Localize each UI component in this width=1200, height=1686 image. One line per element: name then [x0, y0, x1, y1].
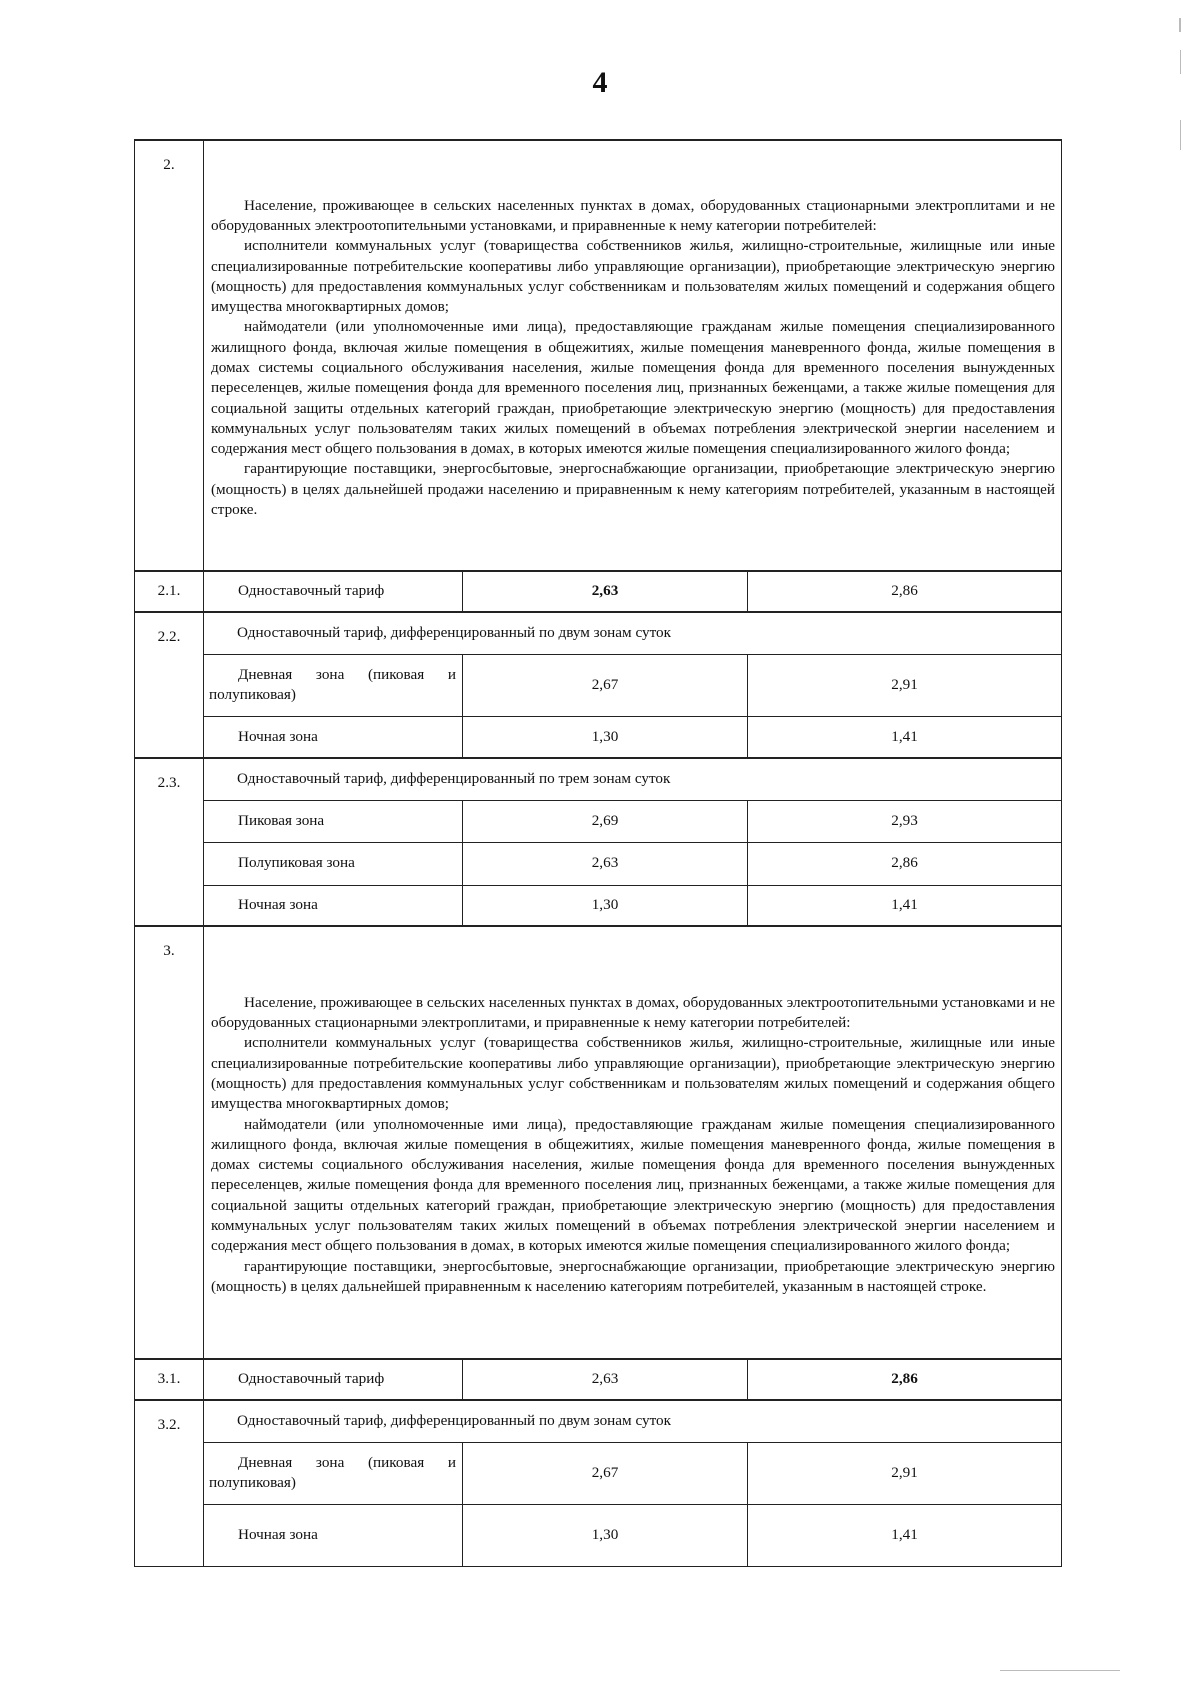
section-description: [204, 140, 1062, 571]
row-label: Полупиковая зона: [204, 842, 463, 885]
scan-speck: [1180, 50, 1181, 74]
row-label: Дневная зона (пиковая и полупиковая): [204, 1442, 463, 1504]
value-cell: 1,30: [463, 1504, 748, 1566]
value-cell: 2,93: [748, 800, 1062, 842]
paragraph: гарантирующие поставщики, энергосбытовые, энергоснабжающие организации, приобретающие электрическую энергию (мощность) в целях дальнейшей продажи населению и приравненным к нему категориям потребителей, указанным в настоящей строке.: [211, 460, 1056, 519]
row-label: Ночная зона: [204, 716, 463, 758]
subsection-title: Одноставочный тариф, дифференцированный по трем зонам суток: [204, 758, 1062, 800]
row-number: 3.2.: [135, 1400, 204, 1566]
paragraph: исполнители коммунальных услуг (товарищества собственников жилья, жилищно-строительные, жилищные или иные специализированные потребительские кооперативы либо управляющие организации), приобретающие электрическую энергию (мощность) для предоставления коммунальных услуг собственникам и пользователям жилых помещений и содержания общего имущества многоквартирных домов;: [211, 237, 1056, 316]
value-cell: 2,86: [748, 1359, 1062, 1400]
row-label: Пиковая зона: [204, 800, 463, 842]
section-3-header-row: [135, 926, 1062, 1359]
row-number: 3.1.: [135, 1359, 204, 1400]
row-label: Одноставочный тариф: [204, 571, 463, 612]
scan-speck: [1180, 120, 1181, 150]
value-cell: 2,63: [463, 842, 748, 885]
tariff-row: [135, 842, 1062, 885]
row-number: 2.2.: [135, 612, 204, 758]
tariff-row: [135, 716, 1062, 758]
tariff-row: [135, 1504, 1062, 1566]
value-cell: 2,63: [463, 1359, 748, 1400]
paragraph: наймодатели (или уполномоченные ими лица), предоставляющие гражданам жилые помещения специализированного жилищного фонда, включая жилые помещения в общежитиях, жилые помещения маневренного фонда, жилые помещения в домах системы социального обслуживания населения, жилые помещения фонда для временного поселения вынужденных переселенцев, жилые помещения фонда для временного поселения лиц, признанных беженцами, а также жилые помещения для социальной защиты отдельных категорий граждан, приобретающие электрическую энергию (мощность) для предоставления коммунальных услуг пользователям таких жилых помещений в объемах потребления электрической энергии населением и содержания мест общего пользования в домах, в которых имеются жилые помещения специализированного жилого фонда;: [211, 1115, 1056, 1255]
value-cell: 1,41: [748, 885, 1062, 926]
paragraph: Население, проживающее в сельских населенных пунктах в домах, оборудованных электроотопительными установками и не оборудованных стационарными электроплитами, и приравненные к нему категории потребителей:: [211, 993, 1056, 1032]
paragraph: исполнители коммунальных услуг (товарищества собственников жилья, жилищно-строительные, жилищные или иные специализированные потребительские кооперативы либо управляющие организации), приобретающие электрическую энергию (мощность) для предоставления коммунальных услуг собственникам и пользователям жилых помещений и содержания общего имущества многоквартирных домов;: [211, 1034, 1056, 1113]
subsection-header-row: [135, 612, 1062, 654]
row-number: 2.1.: [135, 571, 204, 612]
section-description: [204, 926, 1062, 1359]
row-label: Дневная зона (пиковая и полупиковая): [204, 654, 463, 716]
tariff-row: [135, 1442, 1062, 1504]
tariff-row: [135, 654, 1062, 716]
row-number: 3.: [135, 926, 204, 1359]
value-cell: 1,41: [748, 716, 1062, 758]
value-cell: 1,41: [748, 1504, 1062, 1566]
value-cell: 2,91: [748, 1442, 1062, 1504]
scan-speck: [1179, 18, 1181, 32]
paragraph: наймодатели (или уполномоченные ими лица), предоставляющие гражданам жилые помещения специализированного жилищного фонда, включая жилые помещения в общежитиях, жилые помещения маневренного фонда, жилые помещения в домах системы социального обслуживания населения, жилые помещения фонда для временного поселения вынужденных переселенцев, жилые помещения фонда для временного поселения лиц, признанных беженцами, а также жилые помещения для социальной защиты отдельных категорий граждан, приобретающие электрическую энергию (мощность) для предоставления коммунальных услуг пользователям таких жилых помещений в объемах потребления электрической энергии населением и содержания мест общего пользования в домах, в которых имеются жилые помещения специализированного жилого фонда;: [211, 318, 1056, 458]
paragraph: гарантирующие поставщики, энергосбытовые, энергоснабжающие организации, приобретающие электрическую энергию (мощность) в целях дальнейшей приравненным к населению категориям потребителей, указанным в настоящей строке.: [211, 1257, 1056, 1295]
tariff-table: [134, 139, 1062, 1567]
value-cell: 1,30: [463, 716, 748, 758]
value-cell: 2,63: [463, 571, 748, 612]
subsection-title: Одноставочный тариф, дифференцированный по двум зонам суток: [204, 1400, 1062, 1442]
value-cell: 2,67: [463, 654, 748, 716]
row-label: Ночная зона: [204, 885, 463, 926]
section-2-header-row: [135, 140, 1062, 571]
subsection-header-row: [135, 1400, 1062, 1442]
subsection-header-row: [135, 758, 1062, 800]
tariff-row: [135, 885, 1062, 926]
tariff-row: [135, 800, 1062, 842]
tariff-row: [135, 571, 1062, 612]
row-number: 2.3.: [135, 758, 204, 926]
row-number: 2.: [135, 140, 204, 571]
value-cell: 2,86: [748, 571, 1062, 612]
row-label: Ночная зона: [204, 1504, 463, 1566]
value-cell: 1,30: [463, 885, 748, 926]
value-cell: 2,67: [463, 1442, 748, 1504]
paragraph: Население, проживающее в сельских населенных пунктах в домах, оборудованных стационарными электроплитами и не оборудованных электроотопительными установками, и приравненные к нему категории потребителей:: [211, 196, 1056, 234]
subsection-title: Одноставочный тариф, дифференцированный по двум зонам суток: [204, 612, 1062, 654]
value-cell: 2,69: [463, 800, 748, 842]
value-cell: 2,86: [748, 842, 1062, 885]
row-label: Одноставочный тариф: [204, 1359, 463, 1400]
page-number: 4: [592, 66, 608, 99]
value-cell: 2,91: [748, 654, 1062, 716]
scan-speck: [1000, 1670, 1120, 1671]
tariff-row: [135, 1359, 1062, 1400]
